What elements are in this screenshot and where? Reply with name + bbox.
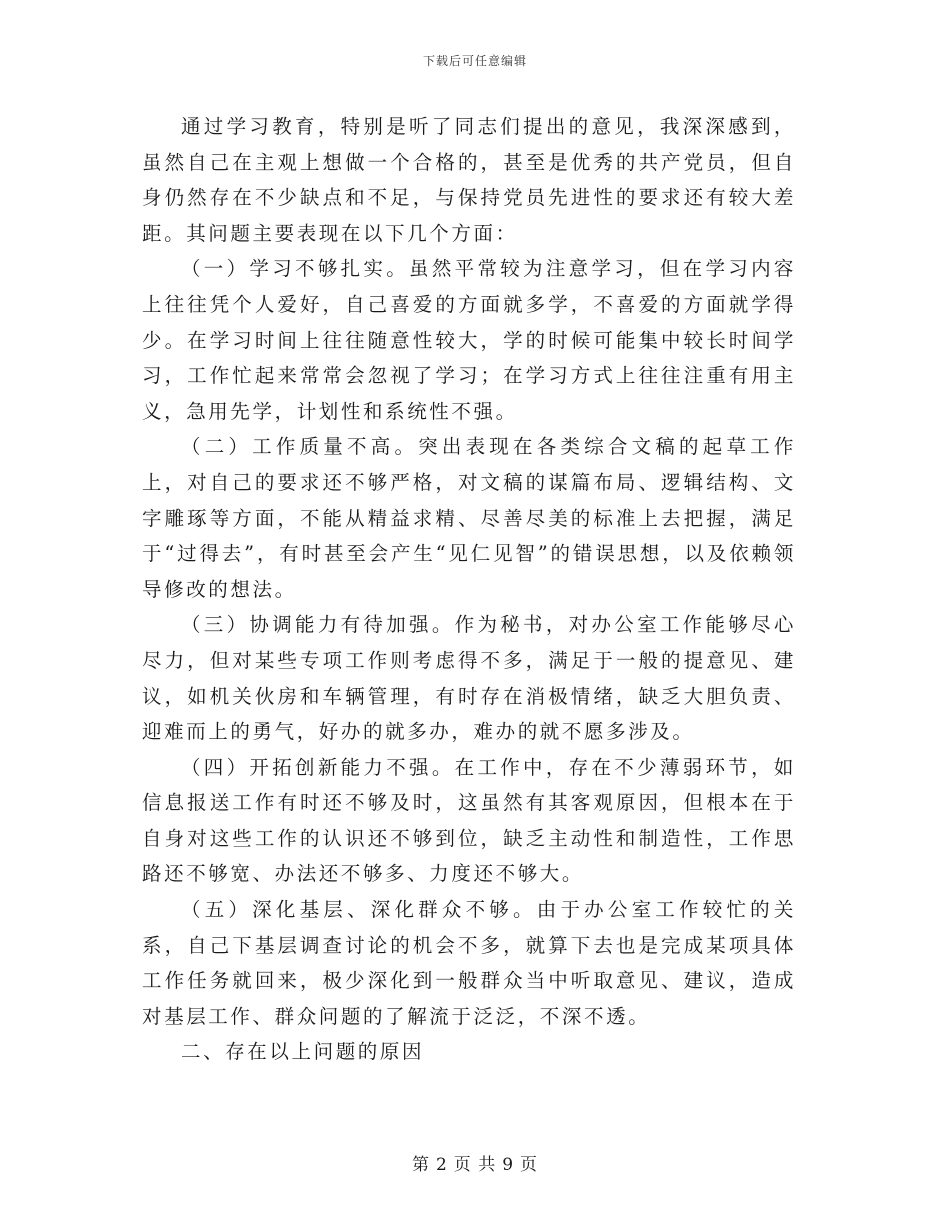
paragraph-point-3: （三）协调能力有待加强。作为秘书，对办公室工作能够尽心尽力，但对某些专项工作则考虑得不多，满足于一般的提意见、建议，如机关伙房和车辆管理，有时存在消极情绪，缺乏大胆负责、迎难而上的勇气，好办的就多办，难办的就不愿多涉及。 (142, 613, 796, 744)
footer-middle: 页 共 (453, 1155, 497, 1175)
paragraph-point-4: （四）开拓创新能力不强。在工作中，存在不少薄弱环节，如信息报送工作有时还不够及时，这虽然有其客观原因，但根本在于自身对这些工作的认识还不够到位，缺乏主动性和制造性，工作思路还不够宽、办法还不够多、力度还不够大。 (142, 755, 796, 886)
footer-current-page: 2 (435, 1155, 448, 1175)
paragraph-intro: 通过学习教育，特别是听了同志们提出的意见，我深深感到，虽然自己在主观上想做一个合格的，甚至是优秀的共产党员，但自身仍然存在不少缺点和不足，与保持党员先进性的要求还有较大差距。其问题主要表现在以下几个方面： (142, 115, 796, 245)
section-heading: 二、存在以上问题的原因 (181, 1040, 425, 1064)
page-header: 下载后可任意编辑 (422, 54, 527, 68)
page-footer (0, 1154, 950, 1176)
paragraph-point-1: （一）学习不够扎实。虽然平常较为注意学习，但在学习内容上往往凭个人爱好，自己喜爱的方面就多学，不喜爱的方面就学得少。在学习时间上往往随意性较大，学的时候可能集中较长时间学习，工作忙起来常常会忽视了学习；在学习方式上往往注重有用主义，急用先学，计划性和系统性不强。 (142, 257, 796, 423)
footer-suffix: 页 (520, 1155, 539, 1175)
footer-prefix: 第 (411, 1155, 430, 1175)
paragraph-point-2: （二）工作质量不高。突出表现在各类综合文稿的起草工作上，对自己的要求还不够严格，对文稿的谋篇布局、逻辑结构、文字雕琢等方面，不能从精益求精、尽善尽美的标准上去把握，满足于“过得去”，有时甚至会产生“见仁见智”的错误思想，以及依赖领导修改的想法。 (142, 435, 796, 601)
footer-total-pages: 9 (502, 1155, 515, 1175)
paragraph-point-5: （五）深化基层、深化群众不够。由于办公室工作较忙的关系，自己下基层调查讨论的机会不多，就算下去也是完成某项具体工作任务就回来，极少深化到一般群众当中听取意见、建议，造成对基层工作、群众问题的了解流于泛泛，不深不透。 (142, 898, 796, 1028)
document-body (142, 109, 796, 1070)
